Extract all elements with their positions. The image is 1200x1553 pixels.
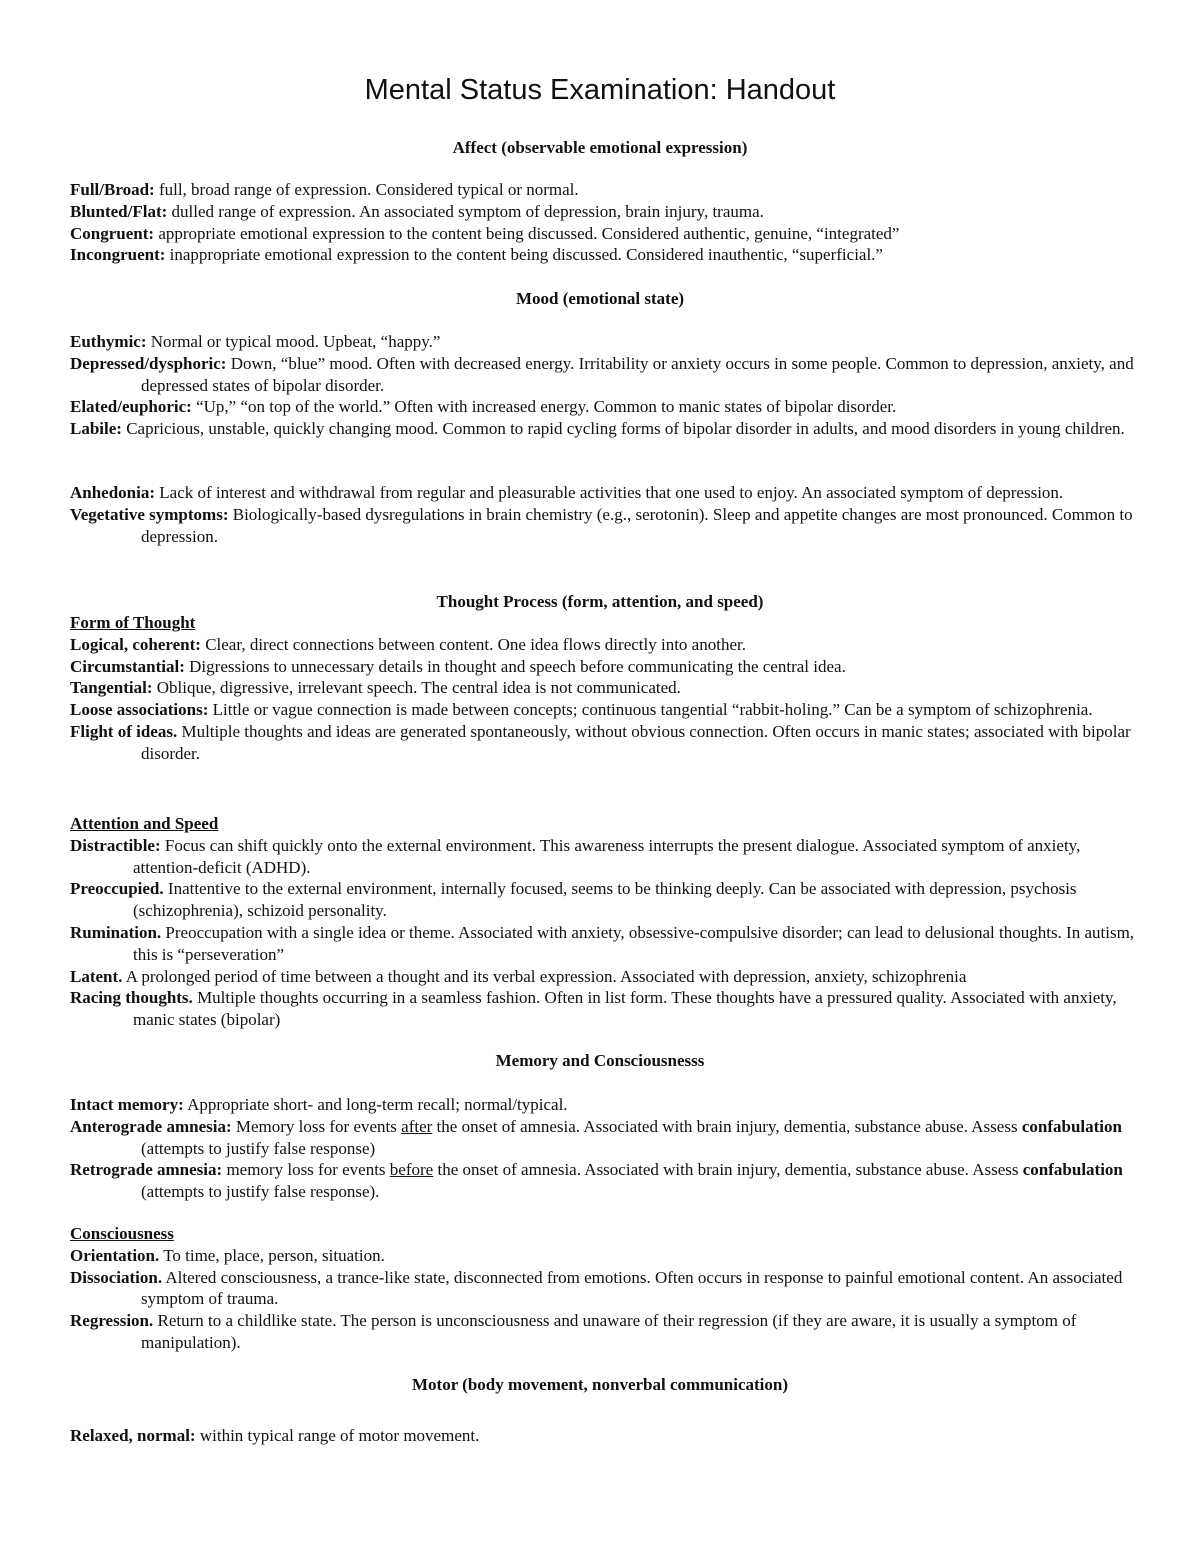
definition-item [70,677,1135,699]
emphasis-bold: confabulation [1021,1116,1122,1136]
definition-item [70,966,1135,988]
definition-text: Return to a childlike state. The person is unconsciousness and unaware of their regression (if they are aware, it is usually a symptom of manipulation). [141,1311,1077,1352]
definition-item [70,922,1135,966]
section-heading-thought-process: Thought Process (form, attention, and speed) [436,592,764,611]
definition-item [70,179,1135,201]
definition-text: Multiple thoughts occurring in a seamless fashion. Often in list form. These thoughts have a pressured quality. Associated with anxiety, manic states (bipolar) [133,988,1117,1030]
memory-list [70,1094,1135,1203]
definition-item [70,1159,1135,1203]
definition-item [70,634,1135,656]
definition-term: Retrograde amnesia: [70,1160,223,1180]
definition-item [70,396,1135,418]
definition-term: Latent. [70,966,123,986]
form-of-thought-list [70,612,1135,765]
definition-term: Logical, coherent: [70,634,201,654]
definition-text: memory loss for events [222,1160,390,1180]
definition-item [70,201,1135,223]
definition-text: Inattentive to the external environment, internally focused, seems to be thinking deeply. Can be associated with depression, psychosis (schizophrenia), schizoid personality. [133,879,1077,921]
definition-item [70,699,1135,721]
definition-item [70,878,1135,922]
subheading-consciousness: Consciousness [70,1224,174,1243]
emphasis-underline: after [401,1116,433,1136]
definition-text: Appropriate short- and long-term recall; normal/typical. [183,1095,568,1114]
definition-text: Down, “blue” mood. Often with decreased energy. Irritability or anxiety occurs in some people. Common to depression, anxiety, and depressed states of bipolar disorder. [141,353,1134,395]
definition-text: Little or vague connection is made between concepts; continuous tangential “rabbit-holing.” Can be a symptom of schizophrenia. [208,700,1093,720]
definition-text: A prolonged period of time between a thought and its verbal expression. Associated with depression, anxiety, schizophrenia [122,966,967,986]
definition-term: Anhedonia: [70,483,156,502]
definition-term: Intact memory: [70,1095,184,1114]
definition-term: Elated/euphoric: [70,397,192,417]
definition-item [70,331,1135,353]
definition-term: Euthymic: [70,332,147,351]
definition-item [70,418,1135,440]
section-heading-affect: Affect (observable emotional expression) [452,138,748,157]
definition-item [70,987,1135,1031]
definition-text: Altered consciousness, a trance-like state, disconnected from emotions. Often occurs in response to painful emotional content. An associated symptom of trauma. [141,1267,1123,1309]
definition-text: Multiple thoughts and ideas are generated spontaneously, without obvious connection. Often occurs in manic states; associated with bipolar disorder. [141,721,1131,763]
definition-text: Capricious, unstable, quickly changing mood. Common to rapid cycling forms of bipolar disorder in adults, and mood disorders in young children. [121,419,1125,439]
page-title: Mental Status Examination: Handout [364,74,836,106]
definition-term: Dissociation. [70,1267,163,1287]
definition-term: Anterograde amnesia: [70,1116,232,1136]
definition-item [70,1425,1135,1447]
definition-text: (attempts to justify false response). [141,1182,380,1202]
subheading-form-of-thought: Form of Thought [70,613,196,632]
definition-term: Loose associations: [70,700,209,720]
attention-speed-list [70,813,1135,1031]
definition-term: Preoccupied. [70,879,164,899]
definition-item [70,482,1135,504]
definition-text: Digressions to unnecessary details in thought and speech before communicating the central idea. [184,656,846,676]
definition-item [70,721,1135,765]
definition-term: Incongruent: [70,245,166,265]
definition-text: “Up,” “on top of the world.” Often with increased energy. Common to manic states of bipolar disorder. [191,397,897,417]
section-heading-motor: Motor (body movement, nonverbal communication) [411,1375,789,1394]
definition-text: inappropriate emotional expression to the content being discussed. Considered inauthentic, “superficial.” [165,245,883,265]
definition-text: To time, place, person, situation. [159,1245,385,1265]
definition-text: the onset of amnesia. Associated with brain injury, dementia, substance abuse. Assess [432,1116,1022,1136]
definition-text: full, broad range of expression. Considered typical or normal. [154,180,579,199]
emphasis-bold: confabulation [1022,1160,1123,1180]
definition-item [70,1267,1135,1311]
definition-text: dulled range of expression. An associated symptom of depression, brain injury, trauma. [167,201,764,221]
definition-text: Biologically-based dysregulations in brain chemistry (e.g., serotonin). Sleep and appetite changes are most pronounced. Common to depression. [141,504,1133,546]
definition-term: Rumination. [70,922,162,942]
subheading-attention-speed: Attention and Speed [70,814,219,833]
definition-text: appropriate emotional expression to the content being discussed. Considered authentic, genuine, “integrated” [154,223,900,243]
definition-term: Racing thoughts. [70,988,193,1008]
section-heading-mood: Mood (emotional state) [515,289,685,308]
definition-text: Focus can shift quickly onto the external environment. This awareness interrupts the present dialogue. Associated symptom of anxiety, attention-deficit (ADHD). [133,835,1081,877]
definition-item [70,244,1135,266]
definition-item [70,504,1135,548]
definition-text: Normal or typical mood. Upbeat, “happy.” [146,332,441,351]
definition-term: Orientation. [70,1245,160,1265]
definition-term: Labile: [70,419,122,439]
consciousness-list [70,1223,1135,1354]
definition-text: the onset of amnesia. Associated with brain injury, dementia, substance abuse. Assess [433,1160,1023,1180]
definition-term: Regression. [70,1311,154,1331]
definition-term: Congruent: [70,223,155,243]
definition-term: Flight of ideas. [70,721,178,741]
definition-term: Distractible: [70,835,161,855]
definition-term: Circumstantial: [70,656,185,676]
section-heading-memory: Memory and Consciousnesss [495,1051,705,1070]
definition-term: Vegetative symptoms: [70,504,229,524]
definition-term: Depressed/dysphoric: [70,353,227,373]
definition-item [70,1245,1135,1267]
emphasis-underline: before [389,1160,434,1180]
definition-item [70,1116,1135,1160]
definition-text: Oblique, digressive, irrelevant speech. The central idea is not communicated. [152,678,681,698]
definition-text: Lack of interest and withdrawal from regular and pleasurable activities that one used to enjoy. An associated symptom of depression. [155,483,1064,502]
definition-term: Blunted/Flat: [70,201,168,221]
definition-text: Memory loss for events [231,1116,402,1136]
motor-list [70,1425,1135,1447]
definition-text: Clear, direct connections between content. One idea flows directly into another. [200,634,746,654]
definition-term: Tangential: [70,678,153,698]
mood-list-extra [70,482,1135,547]
definition-item [70,656,1135,678]
definition-term: Relaxed, normal: [70,1426,196,1445]
mood-list [70,331,1135,440]
definition-item [70,835,1135,879]
definition-text: within typical range of motor movement. [195,1426,480,1445]
definition-item [70,1310,1135,1354]
definition-text: Preoccupation with a single idea or theme. Associated with anxiety, obsessive-compulsive disorder; can lead to delusional thoughts. In autism, this is “perseveration” [133,922,1135,964]
definition-text: (attempts to justify false response) [141,1138,376,1158]
affect-list [70,179,1135,266]
definition-item [70,223,1135,245]
definition-item [70,1094,1135,1116]
definition-term: Full/Broad: [70,180,155,199]
definition-item [70,353,1135,397]
